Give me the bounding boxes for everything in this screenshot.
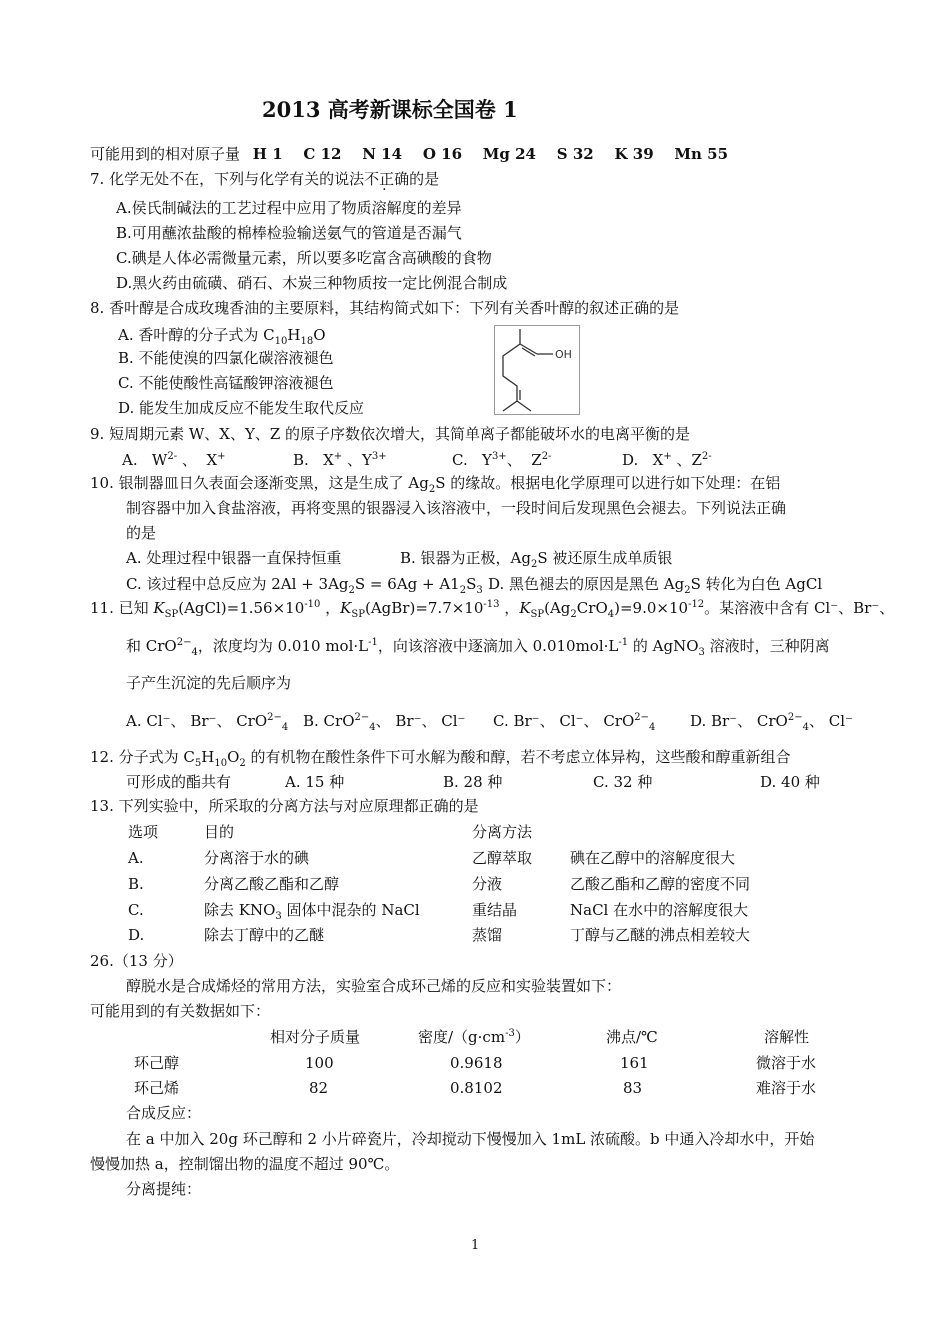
q10-option-b xyxy=(400,548,672,568)
q13-row-b-option: B. xyxy=(128,875,144,893)
atomic-masses-line xyxy=(90,144,728,164)
q9-c-label: C. xyxy=(452,451,468,469)
q11-a-text: A. Cl⁻、 Br⁻、 CrO xyxy=(126,712,268,730)
q11-c-charge: 2− xyxy=(634,712,650,723)
q10-d-sub: 2 xyxy=(684,585,691,596)
q9-d-sep: 、 xyxy=(676,451,692,469)
mass-o: O 16 xyxy=(422,145,463,163)
q9-c-ion2: Z xyxy=(531,451,542,469)
q11-l1-g: CrO xyxy=(576,599,608,617)
q10-b-sub: 2 xyxy=(531,559,538,570)
q8-a-sub1: 10 xyxy=(274,336,288,347)
q26-row2-sol: 难溶于水 xyxy=(756,1079,817,1097)
q11-line3: 子产生沉淀的先后顺序为 xyxy=(126,674,292,692)
q10-c-a: C. 该过程中总反应为 2Al + 3Ag xyxy=(126,575,349,593)
q9-a-ion1: W xyxy=(151,451,168,469)
q10-d-a: D. 黑色褪去的原因是黑色 Ag xyxy=(488,575,685,593)
q12-line2: 可形成的酯共有 xyxy=(126,773,232,791)
q11-d-sub: 4 xyxy=(802,722,809,733)
q26-row2-name: 环己烯 xyxy=(134,1079,180,1097)
q9-a-charge2: + xyxy=(217,451,226,462)
q11-l2-exp2: -1 xyxy=(618,637,629,648)
q10-l1-a: 10. 银制器皿日久表面会逐渐变黑，这是生成了 xyxy=(90,474,404,492)
q26-row1-density: 0.9618 xyxy=(450,1054,503,1072)
q8-a-o: O xyxy=(313,326,326,344)
q11-b-b: 、 Br⁻、 Cl⁻ xyxy=(375,712,466,730)
page-number: 1 xyxy=(471,1238,480,1253)
q11-l1-a: 11. 已知 xyxy=(90,599,154,617)
q7-stem-text: 7. 化学无处不在，下列与化学有关的说法 xyxy=(90,170,365,188)
q11-l1-f: (Ag xyxy=(544,599,571,617)
q9-b-label: B. xyxy=(293,451,309,469)
q13-row-d-method: 蒸馏 xyxy=(472,926,503,944)
q13-row-c-principle: NaCl 在水中的溶解度很大 xyxy=(570,901,749,919)
q8-a-sub2: 18 xyxy=(300,336,314,347)
q9-b-charge1: + xyxy=(333,451,343,462)
q11-l2-a: 和 CrO xyxy=(126,637,177,655)
q7-option-b: B.可用蘸浓盐酸的棉棒检验输送氨气的管道是否漏气 xyxy=(116,224,462,242)
q13-row-b-principle: 乙酸乙酯和乙醇的密度不同 xyxy=(570,875,751,893)
q7-option-a: A.侯氏制碱法的工艺过程中应用了物质溶解度的差异 xyxy=(116,199,462,217)
q7-stem xyxy=(90,169,439,189)
q9-c-ion1: Y xyxy=(482,451,492,469)
q10-c-b: S = 6Ag + A1 xyxy=(354,575,460,593)
q12-h: H xyxy=(201,748,215,766)
q11-d-a: D. Br⁻、 CrO xyxy=(690,712,788,730)
q26-synth-line1: 在 a 中加入 20g 环己醇和 2 小片碎瓷片，冷却搅动下慢慢加入 1mL 浓硫酸。b 中通入冷却水中，开始 xyxy=(126,1130,815,1148)
q10-d-b: S 转化为白色 AgCl xyxy=(690,575,823,593)
q11-sp2: SP xyxy=(351,609,365,620)
mass-mn: Mn 55 xyxy=(674,145,729,163)
q13-row-b-purpose: 分离乙酸乙酯和乙醇 xyxy=(204,875,340,893)
q26-synth-line2: 慢慢加热 a，控制馏出物的温度不超过 90℃。 xyxy=(90,1155,400,1173)
q8-option-a xyxy=(118,325,326,345)
q11-l1-h: )=9.0×10 xyxy=(614,599,689,617)
q11-a-sub: 4 xyxy=(281,722,289,733)
q11-l1-c: ， xyxy=(325,599,341,617)
q9-d-ion1: X xyxy=(652,451,664,469)
q13-row-c-purpose-b: 固体中混杂的 NaCl xyxy=(281,901,420,919)
q10-option-c xyxy=(126,574,483,594)
q13-row-a-principle: 碘在乙醇中的溶解度很大 xyxy=(570,849,736,867)
q10-l1-sub: 2 xyxy=(428,484,436,495)
q11-l2-sub: 4 xyxy=(191,647,198,658)
q12-l1-b: 的有机物在酸性条件下可水解为酸和醇，若不考虑立体异构，这些酸和醇重新组合 xyxy=(245,748,791,766)
q11-b-a: B. CrO xyxy=(303,712,355,730)
atomic-masses-label: 可能用到的相对原子量 xyxy=(90,145,241,163)
q12-sub3: 2 xyxy=(239,758,246,769)
q11-sp1: SP xyxy=(164,609,179,620)
q26-col-density-exp: -3 xyxy=(505,1028,515,1039)
q26-row2-mw: 82 xyxy=(309,1079,329,1097)
q26-separation-label: 分离提纯： xyxy=(126,1180,202,1198)
q9-a-charge1: 2- xyxy=(167,451,178,462)
q13-row-a-purpose: 分离溶于水的碘 xyxy=(204,849,310,867)
q9-b-ion2: Y xyxy=(361,451,372,469)
q13-row-c-method: 重结晶 xyxy=(472,901,518,919)
q9-option-c xyxy=(452,450,551,470)
q11-l2-exp1: -1 xyxy=(368,637,378,648)
mass-s: S 32 xyxy=(556,145,594,163)
q12-o: O xyxy=(227,748,240,766)
q13-row-c-option: C. xyxy=(128,901,144,919)
q11-l2-e: 溶液时，三种阴离 xyxy=(704,637,830,655)
q11-exp3: -12 xyxy=(688,599,705,610)
q11-exp1: -10 xyxy=(304,599,321,610)
q7-option-c: C.碘是人体必需微量元素，所以要多吃富含高碘酸的食物 xyxy=(116,249,492,267)
q26-col-density xyxy=(418,1027,530,1047)
q10-l1-ag: Ag xyxy=(408,474,429,492)
q12-l1-a: 12. 分子式为 C xyxy=(90,748,195,766)
q26-intro: 醇脱水是合成烯烃的常用方法，实验室合成环己烯的反应和实验装置如下： xyxy=(126,977,622,995)
q10-l1-d: 的缘故。根据电化学原理可以进行如下处理：在铝 xyxy=(450,474,781,492)
q9-b-charge2: 3+ xyxy=(371,451,387,462)
q13-row-a-method: 乙醇萃取 xyxy=(472,849,533,867)
q10-c-sub3: 3 xyxy=(476,585,483,596)
q11-k3: K xyxy=(519,599,531,617)
q8-a-text: A. 香叶醇的分子式为 C xyxy=(118,326,275,344)
q13-row-a-option: A. xyxy=(128,849,144,867)
q9-stem: 9. 短周期元素 W、X、Y、Z 的原子序数依次增大，其简单离子都能破坏水的电离平衡的是 xyxy=(90,425,691,443)
geraniol-structure-figure xyxy=(494,325,580,415)
q12-option-a: A. 15 种 xyxy=(285,773,345,791)
geraniol-skeletal-formula xyxy=(495,326,579,414)
mass-h: H 1 xyxy=(252,145,283,163)
q10-line1 xyxy=(90,473,780,493)
q10-option-d xyxy=(488,574,822,594)
q13-row-b-method: 分液 xyxy=(472,875,503,893)
q26-synth-label: 合成反应： xyxy=(126,1104,202,1122)
q13-header-option: 选项 xyxy=(128,823,159,841)
q26-data-label: 可能用到的有关数据如下： xyxy=(90,1002,271,1020)
q13-header-method: 分离方法 xyxy=(472,823,533,841)
q10-l1-s: S xyxy=(435,474,446,492)
q10-c-sub1: 2 xyxy=(348,585,355,596)
q9-a-ion2: X xyxy=(206,451,218,469)
q26-col-density-b: ） xyxy=(514,1028,530,1046)
q9-c-charge1: 3+ xyxy=(491,451,507,462)
q11-c-text: C. Br⁻、 Cl⁻、 CrO xyxy=(493,712,635,730)
q11-l1-b: (AgCl)=1.56×10 xyxy=(178,599,305,617)
q26-row1-name: 环己醇 xyxy=(134,1054,180,1072)
q11-exp2: -13 xyxy=(483,599,500,610)
q8-option-d: D. 能发生加成反应不能发生取代反应 xyxy=(118,399,365,417)
q10-line3: 的是 xyxy=(126,524,157,542)
q9-d-ion2: Z xyxy=(691,451,702,469)
q11-l1-e: ， xyxy=(504,599,520,617)
q9-d-charge2: 2- xyxy=(701,451,712,462)
q11-line1 xyxy=(90,598,894,618)
q11-b-charge: 2− xyxy=(354,712,370,723)
q11-l2-d: 的 AgNO xyxy=(628,637,699,655)
q26-head: 26.（13 分） xyxy=(90,952,183,970)
q7-emphasis: 不正确 xyxy=(364,170,410,188)
q10-option-a: A. 处理过程中银器一直保持恒重 xyxy=(126,549,342,567)
q26-row1-mw: 100 xyxy=(305,1054,334,1072)
q13-row-d-principle: 丁醇与乙醚的沸点相差较大 xyxy=(570,926,751,944)
q26-col-bp: 沸点/℃ xyxy=(606,1028,658,1046)
q11-b-sub: 4 xyxy=(369,722,376,733)
q11-a-charge: 2− xyxy=(267,712,282,723)
q11-d-b: 、 Cl⁻ xyxy=(808,712,853,730)
q11-l2-sub3: 3 xyxy=(698,647,705,658)
q11-k2: K xyxy=(340,599,352,617)
q11-l1-sub1: 2 xyxy=(570,609,577,620)
q9-d-charge1: + xyxy=(663,451,672,462)
q11-c-sub: 4 xyxy=(649,722,656,733)
q9-a-label: A. xyxy=(122,451,138,469)
q12-line1 xyxy=(90,747,791,767)
q10-c-sub2: 2 xyxy=(459,585,467,596)
q9-c-sep: 、 xyxy=(506,451,522,469)
q11-option-c xyxy=(493,711,655,731)
q26-col-density-a: 密度/（g·cm xyxy=(418,1028,506,1046)
q7-option-d: D.黑火药由硫磺、硝石、木炭三种物质按一定比例混合制成 xyxy=(116,274,508,292)
q26-col-sol: 溶解性 xyxy=(764,1028,810,1046)
q11-l1-d: (AgBr)=7.7×10 xyxy=(364,599,484,617)
q11-sp3: SP xyxy=(530,609,545,620)
hydroxyl-label: OH xyxy=(555,348,572,361)
q13-row-d-option: D. xyxy=(128,926,145,944)
q9-c-charge2: 2- xyxy=(541,451,552,462)
q13-row-c-purpose-a: 除去 KNO xyxy=(204,901,276,919)
q9-option-b xyxy=(293,450,387,470)
q9-d-label: D. xyxy=(622,451,639,469)
q26-row2-bp: 83 xyxy=(623,1079,643,1097)
mass-c: C 12 xyxy=(303,145,342,163)
q11-k1: K xyxy=(153,599,165,617)
q9-option-a xyxy=(122,450,226,470)
mass-n: N 14 xyxy=(362,145,403,163)
q10-line2: 制容器中加入食盐溶液，再将变黑的银器浸入该溶液中，一段时间后发现黑色会褪去。下列说法正确 xyxy=(126,499,787,517)
q9-option-d xyxy=(622,450,712,470)
q11-line2 xyxy=(126,636,830,656)
q9-b-ion1: X xyxy=(323,451,334,469)
q8-stem: 8. 香叶醇是合成玫瑰香油的主要原料，其结构简式如下：下列有关香叶醇的叙述正确的是 xyxy=(90,299,680,317)
q9-a-sep: 、 xyxy=(181,451,197,469)
q11-option-b xyxy=(303,711,465,731)
mass-mg: Mg 24 xyxy=(482,145,536,163)
q13-row-d-purpose: 除去丁醇中的乙醚 xyxy=(204,926,325,944)
q11-d-charge: 2− xyxy=(787,712,803,723)
q13-header-purpose: 目的 xyxy=(204,823,235,841)
q10-b-a: B. 银器为正极，Ag xyxy=(400,549,531,567)
q12-option-b: B. 28 种 xyxy=(443,773,503,791)
q11-option-d xyxy=(690,711,853,731)
q13-row-c-purpose xyxy=(204,900,420,920)
q8-option-c: C. 不能使酸性高锰酸钾溶液褪色 xyxy=(118,374,334,392)
q8-option-b: B. 不能使溴的四氯化碳溶液褪色 xyxy=(118,349,334,367)
q13-stem: 13. 下列实验中，所采取的分离方法与对应原理都正确的是 xyxy=(90,797,479,815)
q11-l1-sub2: 4 xyxy=(607,609,615,620)
q26-row2-density: 0.8102 xyxy=(450,1079,503,1097)
q26-col-mw: 相对分子质量 xyxy=(270,1028,361,1046)
q26-row1-bp: 161 xyxy=(620,1054,649,1072)
q26-row1-sol: 微溶于水 xyxy=(756,1054,817,1072)
q12-sub1: 5 xyxy=(194,758,202,769)
q12-option-d: D. 40 种 xyxy=(760,773,820,791)
q12-option-c: C. 32 种 xyxy=(593,773,653,791)
mass-k: K 39 xyxy=(614,145,654,163)
q7-stem-end: 的是 xyxy=(409,170,440,188)
q8-a-h: H xyxy=(287,326,301,344)
q10-b-b: S 被还原生成单质银 xyxy=(537,549,673,567)
q11-option-a xyxy=(126,711,288,731)
q11-l2-c: ，向该溶液中逐滴加入 0.010mol·L xyxy=(377,637,619,655)
q13-row-c-purpose-sub: 3 xyxy=(275,911,282,922)
q11-l2-b: ，浓度均为 0.010 mol·L xyxy=(197,637,369,655)
q9-b-sep: 、 xyxy=(346,451,362,469)
q12-sub2: 10 xyxy=(214,758,228,769)
q10-c-c: S xyxy=(466,575,477,593)
q11-l2-charge: 2− xyxy=(176,637,192,648)
page-title: 2013 高考新课标全国卷 1 xyxy=(262,97,518,122)
q11-l1-i: 。某溶液中含有 Cl⁻、Br⁻、 xyxy=(704,599,895,617)
